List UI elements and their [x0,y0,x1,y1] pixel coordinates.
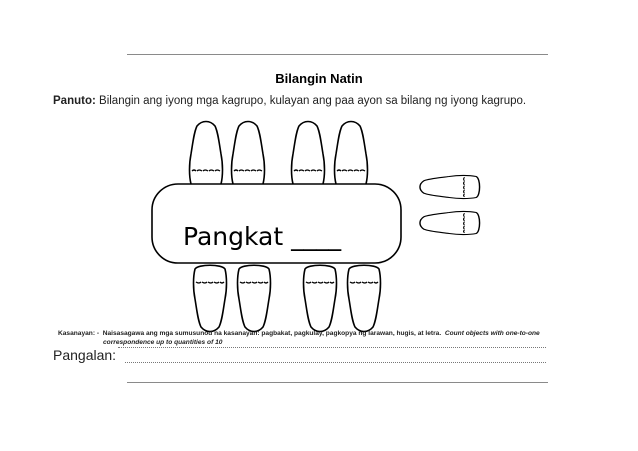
skills-dotted-line [118,347,546,348]
skills-english-2: correspondence up to quantities of 10 [103,339,223,346]
skills-label: Kasanayan: - [58,330,100,337]
foot-outline-icon [335,122,368,188]
name-field-line[interactable] [125,362,546,363]
instructions-label: Panuto [53,95,92,107]
foot-outline-icon [304,265,337,331]
foot-outline-icon [348,265,381,331]
skills-note [58,329,598,347]
bottom-rule [127,382,548,383]
skills-text: Naisasagawa ang mga sumusunod na kasanayan: pagbakat, pagkulay, pagkopya ng larawan, hugis, at letra. [102,330,442,337]
foot-outline-icon [420,211,480,234]
foot-outline-icon [238,265,271,331]
foot-outline-icon [190,122,223,188]
instructions-text: Bilangin ang iyong mga kagrupo, kulayan ang paa ayon sa bilang ng iyong kagrupo. [95,95,527,107]
foot-outline-icon [232,122,265,188]
foot-outline-icon [194,265,227,331]
skills-english-1: Count objects with one-to-one [444,330,540,337]
foot-outline-icon [292,122,325,188]
page-title: Bilangin Natin [275,71,363,86]
name-label: Pangalan: [53,347,117,363]
foot-outline-icon [420,175,480,198]
instructions-colon: : [91,95,96,107]
group-box-label: Pangkat ____ [183,222,342,251]
